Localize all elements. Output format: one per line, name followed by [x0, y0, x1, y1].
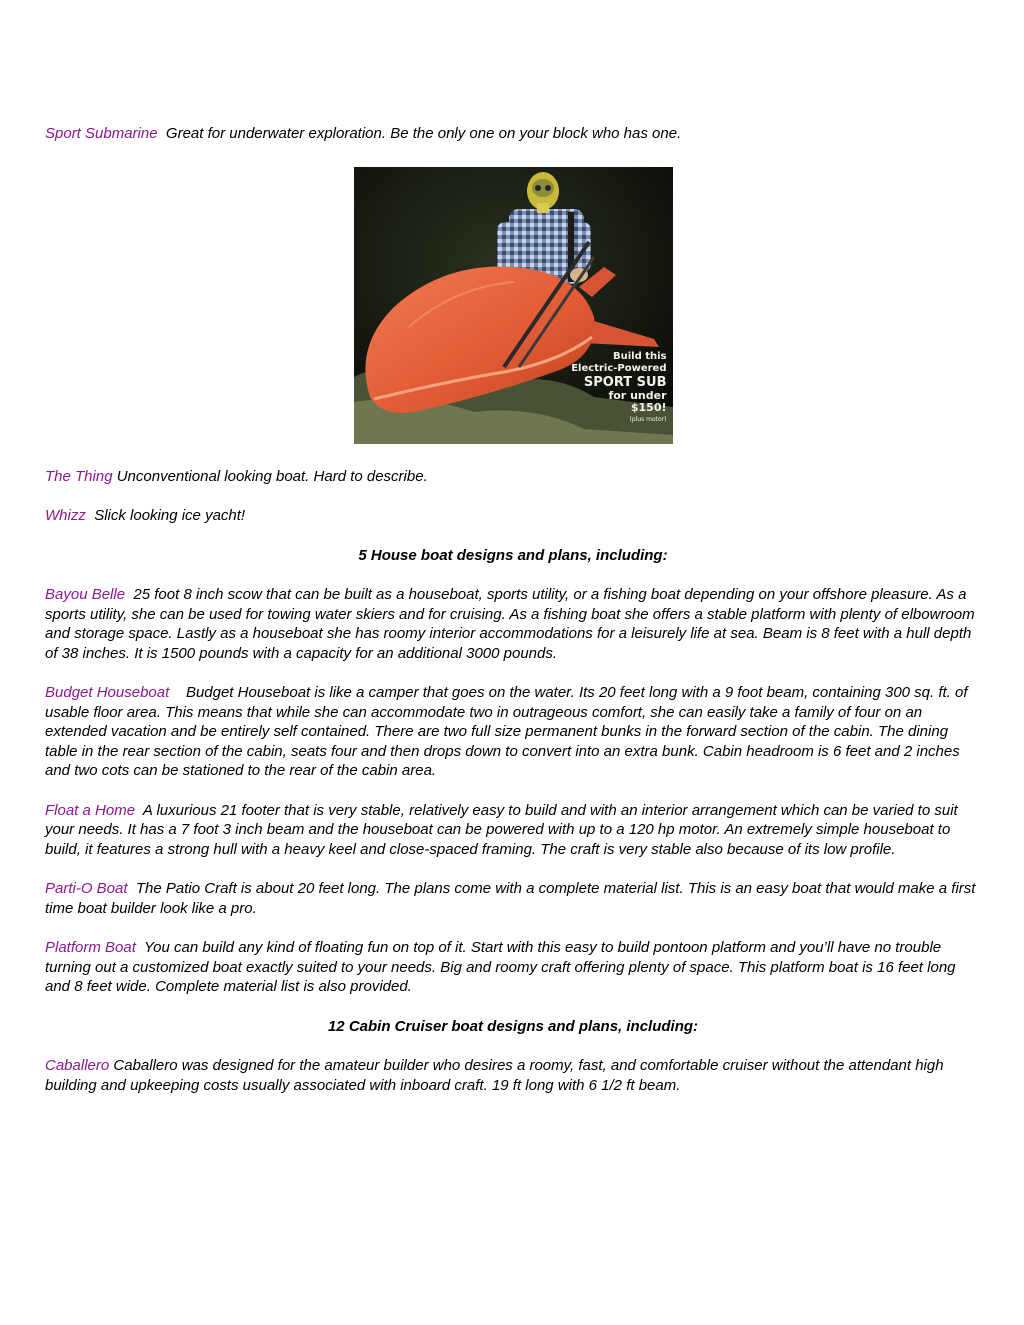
entry-sport-submarine	[45, 124, 981, 144]
entry-bayou-belle	[45, 585, 981, 663]
entry-desc: The Patio Craft is about 20 feet long. The plans come with a complete material list. This is an easy boat that would make a first time boat builder look like a pro.	[45, 880, 976, 917]
entry-desc: Caballero was designed for the amateur builder who desires a roomy, fast, and comfortable cruiser without the attendant high building and upkeeping costs usually associated with inboard craft. 19 ft long with 6 1/2 ft beam.	[45, 1057, 944, 1094]
entry-desc: Budget Houseboat is like a camper that goes on the water. Its 20 feet long with a 9 foot beam, containing 300 sq. ft. of usable floor area. This means that while she can accommodate two in outrageous comfort, she can easily take a family of four on an extended vacation and be entirely self contained. There are two full size permanent bunks in the forward section of the cabin. The dining table in the rear section of the cabin, seats four and then drops down to convert into an extra bunk. Cabin headroom is 6 feet and 2 inches and two cots can be stationed to the rear of the cabin area.	[45, 684, 968, 779]
ad-caption-line: Electric-Powered	[571, 362, 667, 374]
entry-desc: Slick looking ice yacht!	[94, 507, 246, 524]
ad-caption	[571, 351, 667, 426]
ad-caption-line: (plus motor)	[629, 415, 667, 423]
entry-title: Budget Houseboat	[45, 684, 170, 701]
entry-desc: You can build any kind of floating fun on top of it. Start with this easy to build pontoon platform and you’ll have no trouble turning out a customized boat exactly suited to your needs. Big and roomy craft offering plenty of space. This platform boat is 16 feet long and 8 feet wide. Complete material list is also provided.	[45, 939, 956, 995]
sport-sub-photo	[354, 167, 673, 444]
entry-platform-boat	[45, 938, 981, 997]
ad-caption-line: SPORT SUB	[583, 374, 667, 390]
entry-title: Caballero	[45, 1057, 110, 1074]
entry-desc: 25 foot 8 inch scow that can be built as a houseboat, sports utility, or a fishing boat depending on your offshore pleasure. As a sports utility, she can be used for towing water skiers and for cruising. As a fishing boat she offers a stable platform with plenty of elbowroom and storage space. Lastly as a houseboat she has roomy interior accommodations for a leisurely life at sea. Beam is 8 feet with a hull depth of 38 inches. It is 1500 pounds with a capacity for an additional 3000 pounds.	[45, 586, 975, 662]
entry-title: Float a Home	[45, 801, 136, 819]
entry-title: Sport Submarine	[45, 125, 158, 142]
entry-desc: Unconventional looking boat. Hard to describe.	[116, 467, 428, 485]
section-heading-houseboats: 5 House boat designs and plans, including:	[358, 546, 668, 564]
ad-caption-line: Build this	[612, 350, 667, 362]
entry-parti-o-boat	[45, 879, 981, 918]
document-page	[45, 124, 981, 1095]
entry-caballero	[45, 1056, 981, 1095]
section-heading-cruisers: 12 Cabin Cruiser boat designs and plans, including:	[327, 1017, 699, 1035]
entry-desc: A luxurious 21 footer that is very stable, relatively easy to build and with an interior arrangement which can be varied to suit your needs. It has a 7 foot 3 inch beam and the houseboat can be powered with up to a 120 hp motor. An extremely simple houseboat to build, it features a strong hull with a heavy keel and close-spaced framing. The craft is very stable also because of its low profile.	[45, 801, 958, 858]
entry-title: The Thing	[45, 467, 113, 485]
entry-desc: Great for underwater exploration. Be the only one on your block who has one.	[165, 125, 682, 142]
entry-whizz	[45, 506, 981, 526]
entry-budget-houseboat	[45, 683, 981, 781]
entry-title: Whizz	[45, 507, 86, 524]
entry-title: Platform Boat	[45, 939, 136, 956]
entry-float-a-home	[45, 801, 981, 860]
entry-title: Bayou Belle	[45, 586, 126, 603]
entry-the-thing	[45, 467, 981, 487]
ad-caption-line: for under $150!	[608, 388, 667, 414]
entry-title: Parti-O Boat	[45, 880, 128, 897]
photo-container	[45, 167, 981, 444]
